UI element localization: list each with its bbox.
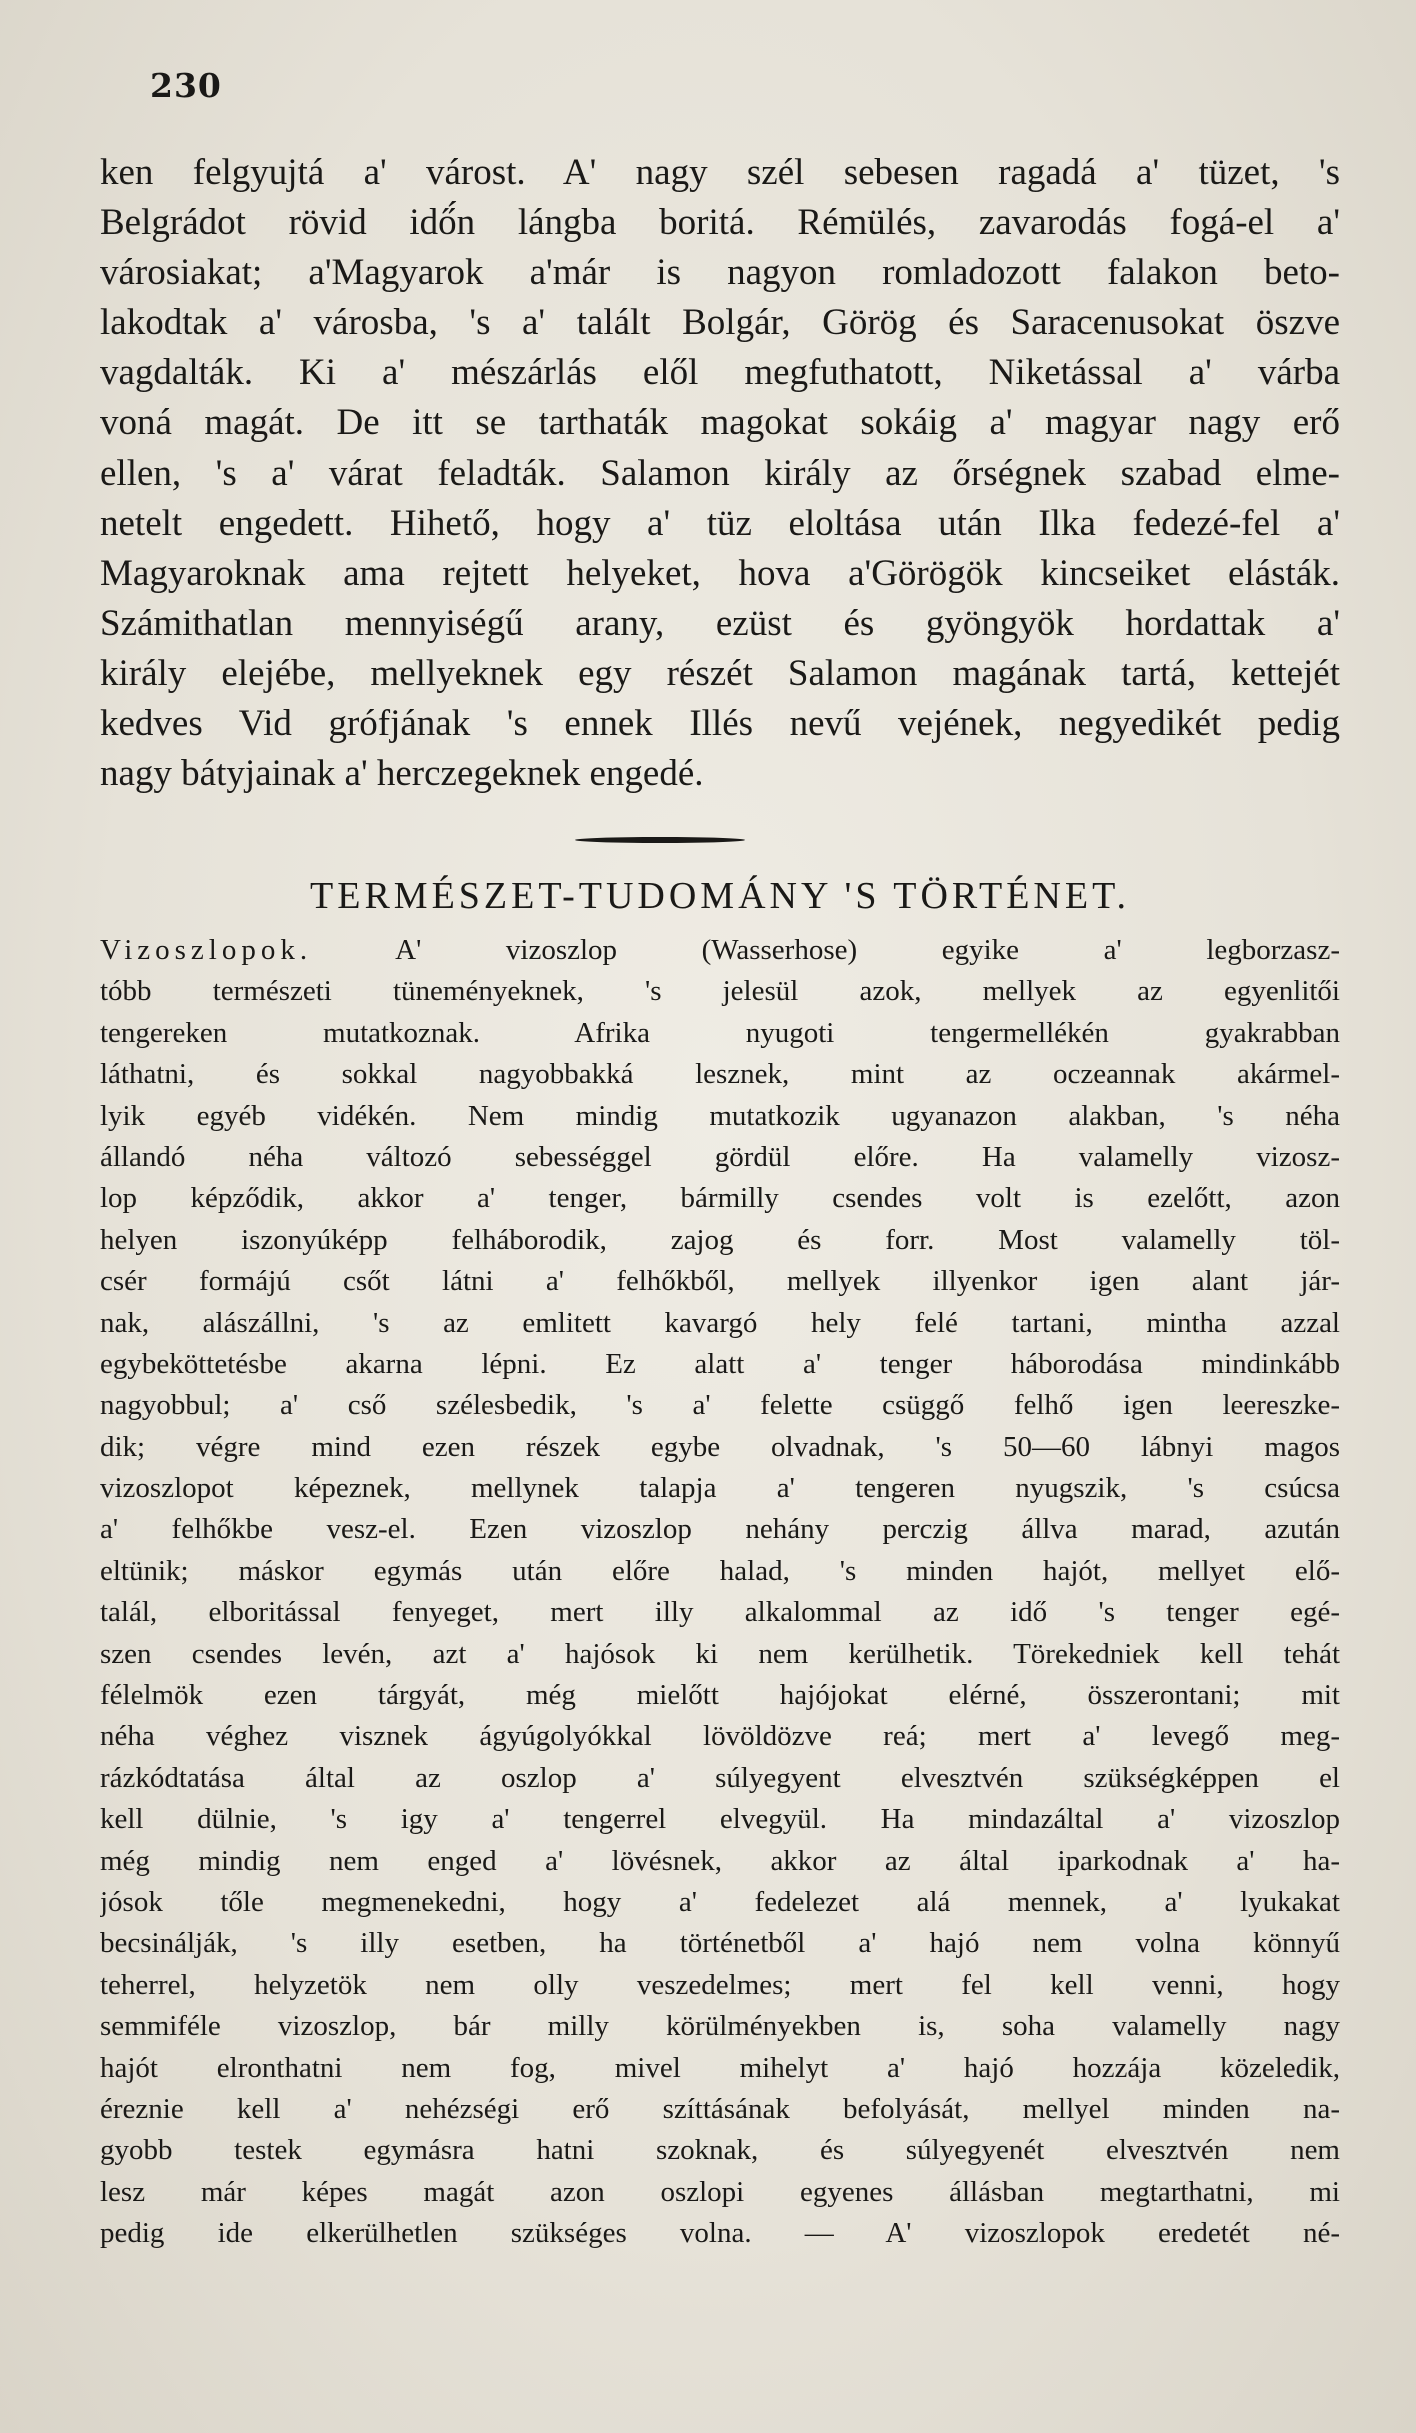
- text-line: egybeköttetésbe akarna lépni. Ez alatt a' tenger háborodása mindinkább: [100, 1347, 1340, 1380]
- text-line: lesz már képes magát azon oszlopi egyenes állásban megtarthatni, mi: [100, 2175, 1340, 2208]
- text-line: Magyaroknak ama rejtett helyeket, hova a'Görögök kincseiket elásták.: [100, 552, 1340, 594]
- text-line: talál, elboritással fenyeget, mert illy alkalommal az idő 's tenger egé-: [100, 1596, 1340, 1629]
- text-line: tengereken mutatkoznak. Afrika nyugoti tengermellékén gyakrabban: [100, 1016, 1340, 1049]
- text-line: félelmök ezen tárgyát, még mielőtt hajójokat elérné, összerontani; mit: [100, 1679, 1340, 1712]
- text-line: [100, 930, 1340, 971]
- article-first-line: A' vizoszlop (Wasserhose) egyike a' legborzasz-: [395, 934, 1340, 966]
- text-line: semmiféle vizoszlop, bár milly körülményekben is, soha valamelly nagy: [100, 2010, 1340, 2043]
- text-line: gyobb testek egymásra hatni szoknak, és súlyegyenét elvesztvén nem: [100, 2134, 1340, 2167]
- text-line: kell dülnie, 's igy a' tengerrel elvegyül. Ha mindazáltal a' vizoszlop: [100, 1803, 1340, 1836]
- article-body: [100, 930, 1340, 2255]
- text-line: csér formájú csőt látni a' felhőkből, mellyek illyenkor igen alant jár-: [100, 1265, 1340, 1298]
- section-title: TERMÉSZET-TUDOMÁNY 'S TÖRTÉNET.: [310, 875, 1130, 917]
- text-line: Belgrádot rövid idő́n lángba boritá. Rémülés, zavarodás fogá-el a': [100, 202, 1340, 244]
- text-line: király elejébe, mellyeknek egy részét Salamon magának tartá, kettejét: [100, 652, 1340, 694]
- text-line: szen csendes levén, azt a' hajósok ki nem kerülhetik. Törekedniek kell tehát: [100, 1637, 1340, 1670]
- text-line: még mindig nem enged a' lövésnek, akkor az által iparkodnak a' ha-: [100, 1844, 1340, 1877]
- text-line: rázkódtatása által az oszlop a' súlyegyent elvesztvén szükségképpen el: [100, 1761, 1340, 1794]
- text-line: voná magát. De itt se tarthaták magokat sokáig a' magyar nagy erő: [100, 402, 1340, 444]
- text-line: kedves Vid grófjának 's ennek Illés nevű vejének, negyedikét pedig: [100, 703, 1340, 745]
- text-line: vizoszlopot képeznek, mellynek talapja a' tengeren nyugszik, 's csúcsa: [100, 1472, 1340, 1505]
- text-line: jósok tőle megmenekedni, hogy a' fedelezet alá mennek, a' lyukakat: [100, 1885, 1340, 1918]
- text-line: nak, alászállni, 's az emlitett kavargó hely felé tartani, mintha azzal: [100, 1306, 1340, 1339]
- text-line: pedig ide elkerülhetlen szükséges volna. — A' vizoszlopok eredetét né-: [100, 2217, 1340, 2250]
- text-line: eltünik; máskor egymás után előre halad, 's minden hajót, mellyet elő-: [100, 1554, 1340, 1587]
- text-line: vagdalták. Ki a' mészárlás elől megfuthatott, Niketással a' várba: [100, 352, 1340, 394]
- text-line: lop képződik, akkor a' tenger, bármilly csendes volt is ezelőtt, azon: [100, 1182, 1340, 1215]
- text-line: helyen iszonyúképp felháborodik, zajog és forr. Most valamelly töl-: [100, 1223, 1340, 1256]
- text-line: nagy bátyjainak a' herczegeknek engedé.: [100, 753, 704, 795]
- text-line: lakodtak a' városba, 's a' talált Bolgár, Görög és Saracenusokat öszve: [100, 302, 1340, 344]
- paragraph-continued: [100, 148, 1340, 799]
- text-line: lyik egyéb vidékén. Nem mindig mutatkozik ugyanazon alakban, 's néha: [100, 1099, 1340, 1132]
- text-line: a' felhőkbe vesz-el. Ezen vizoszlop nehány perczig állva marad, azután: [100, 1513, 1340, 1546]
- text-line: ken felgyujtá a' várost. A' nagy szél sebesen ragadá a' tüzet, 's: [100, 152, 1340, 193]
- text-line: ellen, 's a' várat feladták. Salamon király az őrségnek szabad elme-: [100, 452, 1340, 494]
- text-line: Számithatlan mennyiségű arany, ezüst és gyöngyök hordattak a': [100, 602, 1340, 644]
- text-line: éreznie kell a' nehézségi erő szíttásának befolyását, mellyel minden na-: [100, 2092, 1340, 2125]
- text-line: teherrel, helyzetök nem olly veszedelmes; mert fel kell venni, hogy: [100, 1968, 1340, 2001]
- article-title: Vizoszlopok.: [100, 934, 313, 966]
- text-line: netelt engedett. Hihető, hogy a' tüz eloltása után Ilka fedezé-fel a': [100, 502, 1340, 544]
- text-line: láthatni, és sokkal nagyobbakká lesznek, mint az oczeannak akármel-: [100, 1058, 1340, 1091]
- text-line: városiakat; a'Magyarok a'már is nagyon romladozott falakon beto-: [100, 252, 1340, 294]
- section-divider: [575, 837, 745, 843]
- page-number: 230: [150, 66, 222, 105]
- text-line: nagyobbul; a' cső szélesbedik, 's a' felette csüggő felhő igen leereszke-: [100, 1389, 1340, 1422]
- text-line: hajót elronthatni nem fog, mivel mihelyt a' hajó hozzája közeledik,: [100, 2051, 1340, 2084]
- text-line: néha véghez visznek ágyúgolyókkal lövöldözve reá; mert a' levegő meg-: [100, 1720, 1340, 1753]
- text-line: tóbb természeti tüneményeknek, 's jelesül azok, mellyek az egyenlitői: [100, 975, 1340, 1008]
- text-line: állandó néha változó sebességgel gördül előre. Ha valamelly vizosz-: [100, 1140, 1340, 1173]
- text-line: becsinálják, 's illy esetben, ha történetből a' hajó nem volna könnyű: [100, 1927, 1340, 1960]
- text-line: dik; végre mind ezen részek egybe olvadnak, 's 50—60 lábnyi magos: [100, 1430, 1340, 1463]
